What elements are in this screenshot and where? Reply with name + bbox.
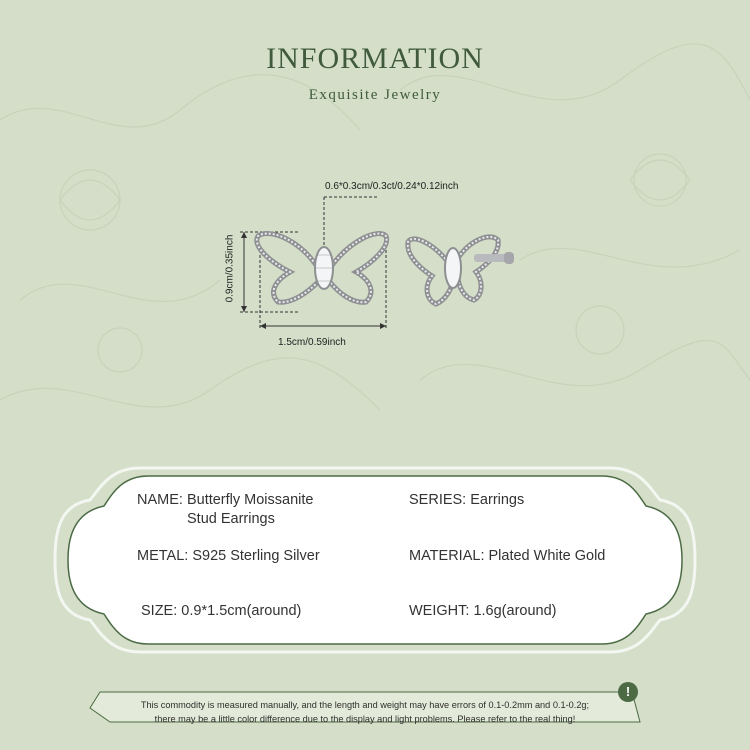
- height-label: 0.9cm/0.35inch: [224, 234, 236, 303]
- metal-value: S925 Sterling Silver: [192, 548, 320, 564]
- name-value: Butterfly Moissanite: [186, 492, 314, 508]
- material-value: Plated White Gold: [488, 548, 606, 564]
- warning-icon: !: [618, 682, 638, 702]
- metal-label: METAL:: [137, 548, 189, 564]
- material-label: MATERIAL:: [409, 548, 485, 564]
- size-label: SIZE:: [141, 603, 178, 619]
- width-label: 1.5cm/0.59inch: [278, 337, 346, 348]
- series-label: SERIES:: [409, 492, 467, 508]
- name-value-line2: Stud Earrings: [187, 511, 275, 527]
- size-value: 0.9*1.5cm(around): [181, 603, 302, 619]
- disclaimer-line2: there may be a little color difference due to the display and light problems. Please refer to the real thing!: [154, 714, 576, 724]
- stone-size-label: 0.6*0.3cm/0.3ct/0.24*0.12inch: [325, 181, 459, 192]
- weight-value: 1.6g(around): [473, 603, 557, 619]
- page-title: INFORMATION: [266, 42, 484, 75]
- series-value: Earrings: [470, 492, 525, 508]
- page-subtitle: Exquisite Jewelry: [308, 87, 442, 103]
- disclaimer-text: [100, 698, 630, 726]
- name-label: NAME:: [137, 492, 183, 508]
- weight-label: WEIGHT:: [409, 603, 470, 619]
- disclaimer-line1: This commodity is measured manually, and the length and weight may have errors of 0.1-0.2mm and 0.1-0.2g;: [140, 700, 590, 710]
